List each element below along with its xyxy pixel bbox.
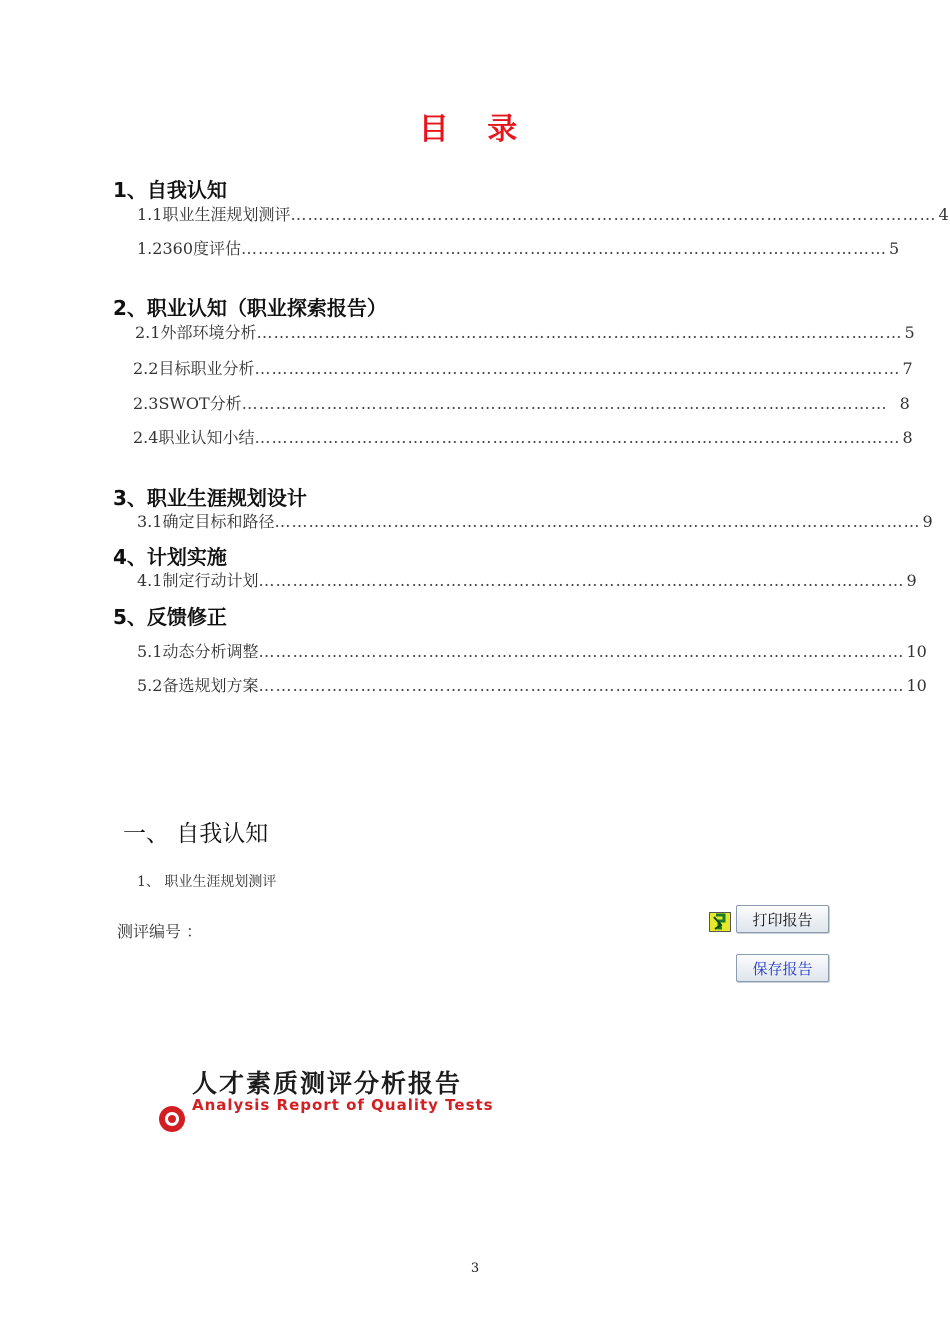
toc-entry[interactable]	[137, 568, 917, 591]
toc-section-heading: 5、反馈修正	[113, 605, 227, 629]
toc-leader-dots: ……………………………………………………………………………………………………	[290, 205, 937, 224]
toc-section-heading: 1、自我认知	[113, 178, 227, 202]
toc-entry-text: 外部环境分析	[160, 323, 257, 342]
toc-entry-page: 10	[906, 642, 927, 661]
eval-number-label: 测评编号 ：	[117, 922, 203, 941]
toc-entry[interactable]	[137, 673, 927, 696]
report-logo-icon	[156, 1104, 186, 1120]
print-icon[interactable]	[709, 912, 731, 932]
toc-entry-page: 5	[889, 239, 900, 258]
toc-entry-text: 制定行动计划	[162, 571, 259, 590]
toc-entry-number: 1.1	[137, 205, 163, 224]
report-subtitle: Analysis Report of Quality Tests	[192, 1096, 494, 1114]
toc-entry-number: 5.1	[137, 642, 163, 661]
toc-entry-page: 9	[922, 512, 933, 531]
toc-entry-number: 2.1	[135, 323, 161, 342]
toc-entry-text: 备选规划方案	[162, 676, 259, 695]
toc-entry[interactable]	[137, 639, 927, 662]
toc-entry-number: 5.2	[137, 676, 163, 695]
toc-leader-dots: ……………………………………………………………………………………………………	[254, 359, 901, 378]
toc-entry-text: 确定目标和路径	[162, 512, 275, 531]
toc-entry[interactable]	[137, 202, 949, 225]
toc-entry-text: 职业认知小结	[158, 428, 255, 447]
report-title: 人才素质测评分析报告	[192, 1069, 463, 1098]
toc-entry-number: 2.4	[133, 428, 159, 447]
toc-entry-text: 360度评估	[162, 239, 241, 258]
toc-entry-page: 9	[906, 571, 917, 590]
toc-entry-page: 10	[906, 676, 927, 695]
toc-entry-page: 8	[899, 394, 910, 413]
toc-leader-dots: ……………………………………………………………………………………………………	[254, 428, 901, 447]
toc-entry-page: 4	[938, 205, 949, 224]
page-number: 3	[470, 1261, 480, 1276]
toc-entry-text: 目标职业分析	[158, 359, 255, 378]
toc-entry-text: SWOT分析	[158, 394, 242, 413]
toc-entry-text: 动态分析调整	[162, 642, 259, 661]
toc-entry-number: 4.1	[137, 571, 163, 590]
toc-entry[interactable]	[135, 320, 915, 343]
toc-leader-dots: ……………………………………………………………………………………………………	[241, 394, 888, 413]
save-report-button[interactable]: 保存报告	[736, 954, 829, 982]
toc-section-heading: 3、职业生涯规划设计	[113, 486, 307, 510]
toc-leader-dots: ……………………………………………………………………………………………………	[258, 571, 905, 590]
toc-entry-number: 2.2	[133, 359, 159, 378]
toc-entry-page: 7	[902, 359, 913, 378]
toc-section-heading: 2、职业认知（职业探索报告）	[113, 296, 387, 320]
toc-entry[interactable]	[133, 356, 913, 379]
toc-title: 目 录	[418, 112, 532, 147]
toc-leader-dots: ……………………………………………………………………………………………………	[258, 642, 905, 661]
toc-entry-page: 5	[904, 323, 915, 342]
section-subtitle: 1、 职业生涯规划测评	[137, 874, 277, 890]
toc-leader-dots: ……………………………………………………………………………………………………	[274, 512, 921, 531]
toc-entry-text: 职业生涯规划测评	[162, 205, 291, 224]
toc-entry[interactable]	[133, 391, 910, 414]
toc-entry-number: 3.1	[137, 512, 163, 531]
toc-entry-page: 8	[902, 428, 913, 447]
toc-leader-dots: ……………………………………………………………………………………………………	[256, 323, 903, 342]
toc-entry[interactable]	[137, 509, 933, 532]
print-report-button[interactable]: 打印报告	[736, 905, 829, 933]
toc-leader-dots: ……………………………………………………………………………………………………	[241, 239, 887, 258]
toc-entry[interactable]	[137, 236, 900, 259]
toc-entry-number: 2.3	[133, 394, 159, 413]
chapter-title: 一、 自我认知	[123, 821, 269, 847]
toc-entry[interactable]	[133, 425, 913, 448]
toc-section-heading: 4、计划实施	[113, 545, 227, 569]
toc-leader-dots: ……………………………………………………………………………………………………	[258, 676, 905, 695]
toc-entry-number: 1.2	[137, 239, 163, 258]
